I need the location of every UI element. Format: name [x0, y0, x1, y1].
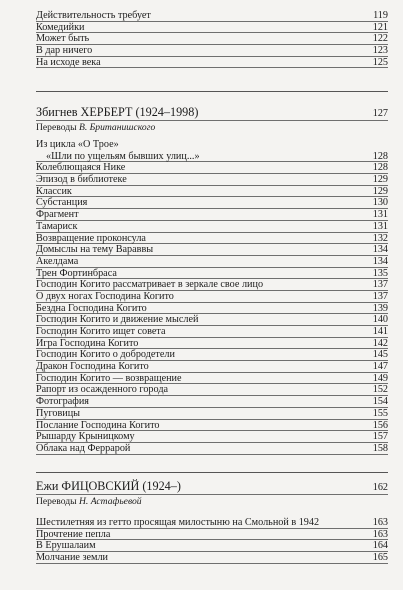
entry-title: Господин Когито — возвращение: [36, 372, 182, 384]
entry-title: На исходе века: [36, 56, 101, 68]
entry-page: 128: [372, 150, 388, 162]
entry-page: 125: [372, 56, 388, 68]
entry-title: Тамариск: [36, 220, 78, 232]
entry-page: 140: [372, 314, 388, 326]
toc-top-block: [36, 10, 388, 68]
entry-page: 137: [372, 279, 388, 291]
herbert-section: [36, 104, 388, 455]
entry-title: Возвращение проконсула: [36, 232, 146, 244]
toc-entry: [36, 279, 388, 291]
entry-page: 130: [372, 197, 388, 209]
entry-title: Бездна Господина Когито: [36, 302, 147, 314]
entry-page: 122: [372, 33, 388, 45]
entry-title: В дар ничего: [36, 45, 93, 57]
translator-name: Н. Астафьевой: [78, 496, 142, 507]
entry-title: Прочтение пепла: [36, 528, 111, 540]
entry-page: 119: [373, 10, 388, 21]
translator-name: В. Британишского: [78, 122, 156, 133]
translations-label: Переводы: [36, 496, 77, 507]
entry-title: Послание Господина Когито: [36, 419, 160, 431]
author-name: Збигнев ХЕРБЕРТ (1924–1998): [36, 105, 199, 119]
toc-entry: [36, 384, 388, 396]
author-heading: [36, 104, 388, 121]
toc-entry: [36, 338, 388, 350]
toc-entry: [36, 408, 388, 420]
entry-title: Игра Господина Когито: [36, 337, 139, 349]
entry-page: 163: [372, 528, 388, 540]
toc-entry: [36, 291, 388, 303]
toc-entry: [36, 529, 388, 541]
entry-title: Трен Фортинбраса: [36, 267, 117, 279]
entry-title: Классик: [36, 185, 72, 197]
entry-title: «Шли по ущельям бывших улиц...»: [46, 150, 200, 162]
entry-title: Субстанция: [36, 197, 88, 209]
toc-entry: [36, 186, 388, 198]
section-divider: [36, 91, 388, 92]
ficowski-section: [36, 478, 388, 564]
entry-page: 132: [372, 232, 388, 244]
entry-page: 164: [372, 540, 388, 552]
toc-entry: [36, 174, 388, 186]
toc-entry: [36, 373, 388, 385]
toc-entry: [36, 431, 388, 443]
entry-page: 128: [372, 162, 388, 174]
entry-title: Дракон Господина Когито: [36, 361, 149, 373]
entry-page: 134: [372, 244, 388, 256]
entry-page: 141: [372, 326, 388, 337]
toc-entry: [36, 314, 388, 326]
entry-page: 165: [372, 552, 388, 564]
toc-entry: [36, 256, 388, 268]
entry-page: 131: [372, 209, 388, 221]
toc-entry: [36, 268, 388, 280]
entry-title: Рышарду Крыницкому: [36, 431, 135, 443]
entry-page: 134: [372, 255, 388, 267]
entry-page: 157: [372, 431, 388, 443]
entry-title: Господин Когито ищет совета: [36, 326, 166, 337]
toc-entry: [36, 420, 388, 432]
toc-entry: [36, 443, 388, 455]
toc-entry: [36, 396, 388, 408]
toc-entry: [36, 221, 388, 233]
entry-title: О двух ногах Господина Когито: [36, 290, 174, 302]
toc-entry: [36, 517, 388, 529]
entry-page: 135: [372, 267, 388, 279]
entry-title: Домыслы на тему Вараввы: [36, 244, 154, 256]
toc-entry: [36, 197, 388, 209]
entry-title: Колеблющаяся Нике: [36, 162, 126, 174]
toc-entry: [36, 33, 388, 45]
entry-page: 147: [372, 361, 388, 373]
toc-entry: [36, 552, 388, 564]
author-page: 162: [372, 482, 388, 493]
toc-entry: [36, 209, 388, 221]
entry-title: Пуговицы: [36, 407, 81, 419]
toc-entry: [36, 22, 388, 34]
entry-title: Господин Когито рассматривает в зеркале свое лицо: [36, 279, 264, 291]
entry-page: 139: [372, 302, 388, 314]
entry-page: 152: [372, 384, 388, 396]
toc-entry: [36, 303, 388, 315]
entry-page: 123: [372, 45, 388, 57]
entry-page: 137: [372, 290, 388, 302]
entry-title: Акелдама: [36, 255, 79, 267]
entry-title: Действительность требует: [36, 10, 151, 21]
translator-line: [36, 495, 388, 509]
entry-page: 145: [372, 349, 388, 361]
translations-label: Переводы: [36, 122, 77, 133]
entry-page: 121: [372, 21, 388, 33]
toc-entry: [36, 10, 388, 22]
toc-entry: [36, 45, 388, 57]
entry-title: Может быть: [36, 33, 90, 45]
entry-title: Господин Когито о добродетели: [36, 349, 175, 361]
toc-entry: [36, 151, 388, 163]
entry-title: В Ерушалаим: [36, 540, 96, 552]
toc-entry: [36, 540, 388, 552]
author-name: Ежи ФИЦОВСКИЙ (1924–): [36, 479, 181, 493]
toc-entry: [36, 162, 388, 174]
entry-title: Облака над Феррарой: [36, 442, 131, 454]
toc-entry: [36, 233, 388, 245]
section-divider: [36, 472, 388, 473]
entry-title: Комедийки: [36, 21, 85, 33]
cycle-title-text: Из цикла «О Трое»: [36, 139, 119, 150]
entry-page: 131: [372, 220, 388, 232]
entry-page: 154: [372, 396, 388, 408]
entry-page: 156: [372, 419, 388, 431]
entry-title: Рапорт из осажденного города: [36, 384, 169, 396]
toc-entry: [36, 244, 388, 256]
cycle-title: [36, 139, 388, 151]
entry-title: Молчание земли: [36, 552, 108, 564]
entry-page: 158: [372, 442, 388, 454]
entry-page: 142: [372, 337, 388, 349]
author-heading: [36, 478, 388, 495]
entry-title: Шестилетняя из гетто просящая милостыню на Смольной в 1942: [36, 517, 320, 528]
entry-page: 129: [372, 174, 388, 186]
entry-title: Эпизод в библиотеке: [36, 174, 127, 186]
toc-entry: [36, 57, 388, 69]
entry-title: Фрагмент: [36, 209, 79, 221]
entry-title: Фотография: [36, 396, 89, 408]
toc-entry: [36, 361, 388, 373]
entry-page: 163: [372, 517, 388, 528]
toc-entry: [36, 349, 388, 361]
entry-page: 149: [372, 372, 388, 384]
toc-entry: [36, 326, 388, 338]
author-page: 127: [372, 108, 388, 119]
entry-page: 155: [372, 407, 388, 419]
translator-line: [36, 121, 388, 135]
entry-page: 129: [372, 185, 388, 197]
entry-title: Господин Когито и движение мыслей: [36, 314, 199, 326]
